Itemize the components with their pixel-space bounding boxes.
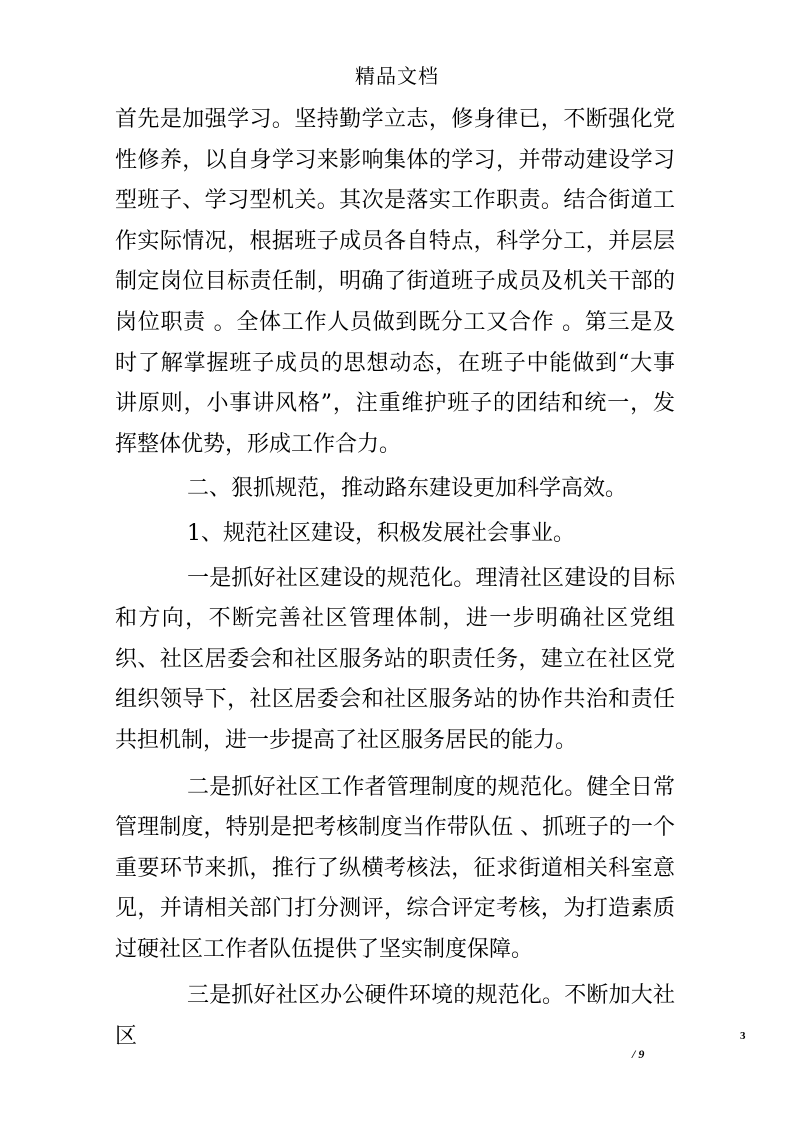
paragraph-study: 首先是加强学习。坚持勤学立志，修身律已，不断强化党性修养，以自身学习来影响集体的学习，并带动建设学习型班子、学习型机关。其次是落实工作职责。结合街道工作实际情况，根据班子成员各自特点，科学分工，并层层制定岗位目标责任制，明确了街道班子成员及机关干部的岗位职责 。全体工作人员做到既分工又合作 。第三是及时了解掌握班子成员的思想动态，在班子中能做到“大事讲原则，小事讲风格”，注重维护班子的团结和统一，发挥整体优势，形成工作合力。 <box>115 107 675 457</box>
document-header-title: 精品文档 <box>355 64 439 88</box>
paragraph-community-standardization: 一是抓好社区建设的规范化。理清社区建设的目标和方向，不断完善社区管理体制，进一步明确社区党组织、社区居委会和社区服务站的职责任务，建立在社区党组织领导下，社区居委会和社区服务站的协作共治和责任共担机制，进一步提高了社区服务居民的能力。 <box>115 565 675 753</box>
section-heading-two: 二、狠抓规范，推动路东建设更加科学高效。 <box>187 476 628 502</box>
paragraph-worker-management: 二是抓好社区工作者管理制度的规范化。健全日常管理制度，特别是把考核制度当作带队伍 、抓班子的一个重要环节来抓，推行了纵横考核法，征求街道相关科室意见，并请相关部门打分测评，综合评定考核，为打造素质过硬社区工作者队伍提供了坚实制度保障。 <box>115 774 675 962</box>
document-body <box>115 100 675 1058</box>
page-number: 3 <box>740 1030 746 1042</box>
page-total: / 9 <box>632 1047 645 1061</box>
subsection-heading-one: 1、规范社区建设，积极发展社会事业。 <box>187 520 575 546</box>
paragraph-office-environment: 三是抓好社区办公硬件环境的规范化。不断加大社区 <box>115 983 675 1050</box>
